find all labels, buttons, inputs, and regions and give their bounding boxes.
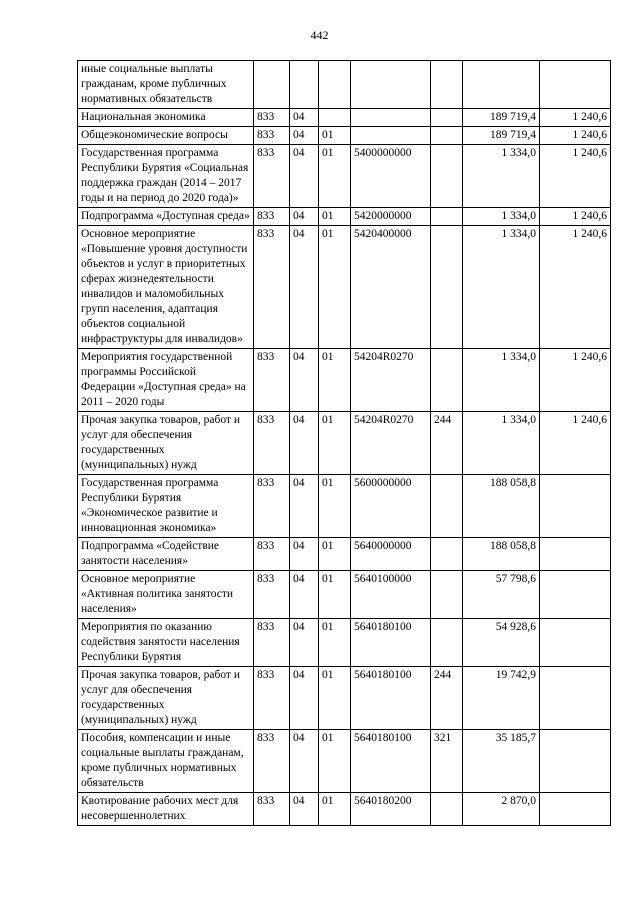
row-ministry-code: 833: [254, 571, 290, 619]
row-target-item-code: 5640180100: [351, 667, 431, 730]
row-target-item-code: 5420400000: [351, 226, 431, 349]
row-subsection-code: [319, 61, 351, 109]
row-amount-total: 189 719,4: [463, 127, 540, 145]
row-target-item-code: 5640180200: [351, 793, 431, 826]
row-amount-total: 188 058,8: [463, 538, 540, 571]
table-row: [78, 61, 611, 109]
row-target-item-code: [351, 61, 431, 109]
table-row: [78, 412, 611, 475]
table-row: [78, 349, 611, 412]
row-expense-type-code: 244: [431, 667, 463, 730]
row-expense-type-code: [431, 571, 463, 619]
table-row: [78, 793, 611, 826]
row-section-code: 04: [290, 730, 319, 793]
row-section-code: [290, 61, 319, 109]
row-section-code: 04: [290, 412, 319, 475]
row-name: Подпрограмма «Содействие занятости населения»: [78, 538, 254, 571]
row-subsection-code: [319, 109, 351, 127]
table-row: [78, 109, 611, 127]
row-expense-type-code: [431, 793, 463, 826]
row-ministry-code: 833: [254, 412, 290, 475]
row-expense-type-code: [431, 127, 463, 145]
row-amount-total: 54 928,6: [463, 619, 540, 667]
row-ministry-code: 833: [254, 667, 290, 730]
row-section-code: 04: [290, 127, 319, 145]
row-subsection-code: 01: [319, 793, 351, 826]
row-ministry-code: 833: [254, 208, 290, 226]
row-amount-total: 1 334,0: [463, 412, 540, 475]
row-expense-type-code: [431, 349, 463, 412]
row-expense-type-code: [431, 109, 463, 127]
row-name: Квотирование рабочих мест для несовершеннолетних: [78, 793, 254, 826]
row-section-code: 04: [290, 226, 319, 349]
row-ministry-code: [254, 61, 290, 109]
row-subsection-code: 01: [319, 412, 351, 475]
row-amount-subvention: 1 240,6: [540, 145, 611, 208]
row-ministry-code: 833: [254, 226, 290, 349]
row-ministry-code: 833: [254, 127, 290, 145]
row-amount-total: 1 334,0: [463, 208, 540, 226]
row-subsection-code: 01: [319, 538, 351, 571]
row-section-code: 04: [290, 475, 319, 538]
table-row: [78, 571, 611, 619]
row-amount-total: 1 334,0: [463, 145, 540, 208]
row-amount-total: 188 058,8: [463, 475, 540, 538]
budget-table: [77, 60, 611, 826]
row-amount-total: 57 798,6: [463, 571, 540, 619]
row-target-item-code: [351, 109, 431, 127]
row-section-code: 04: [290, 619, 319, 667]
row-section-code: 04: [290, 538, 319, 571]
row-expense-type-code: [431, 619, 463, 667]
row-ministry-code: 833: [254, 109, 290, 127]
row-target-item-code: [351, 127, 431, 145]
row-name: Мероприятия по оказанию содействия занятости населения Республики Бурятия: [78, 619, 254, 667]
row-amount-subvention: [540, 61, 611, 109]
row-name: Общеэкономические вопросы: [78, 127, 254, 145]
row-expense-type-code: 244: [431, 412, 463, 475]
row-section-code: 04: [290, 667, 319, 730]
row-name: Мероприятия государственной программы Российской Федерации «Доступная среда» на 2011 – 2020 годы: [78, 349, 254, 412]
table-row: [78, 145, 611, 208]
row-expense-type-code: [431, 538, 463, 571]
row-target-item-code: 54204R0270: [351, 349, 431, 412]
row-amount-subvention: 1 240,6: [540, 208, 611, 226]
row-name: Основное мероприятие «Повышение уровня доступности объектов и услуг в приоритетных сферах жизнедеятельности инвалидов и маломобильных групп населения, адаптация объектов социальной инфраструктуры для инвалидов»: [78, 226, 254, 349]
row-expense-type-code: [431, 208, 463, 226]
row-name: Национальная экономика: [78, 109, 254, 127]
row-subsection-code: 01: [319, 619, 351, 667]
table-row: [78, 475, 611, 538]
table-row: [78, 730, 611, 793]
row-subsection-code: 01: [319, 145, 351, 208]
row-section-code: 04: [290, 571, 319, 619]
row-amount-subvention: [540, 571, 611, 619]
table-row: [78, 127, 611, 145]
row-amount-subvention: 1 240,6: [540, 109, 611, 127]
row-target-item-code: 5640180100: [351, 730, 431, 793]
page-number: 442: [310, 28, 329, 42]
row-ministry-code: 833: [254, 538, 290, 571]
table-body: [78, 61, 611, 826]
row-amount-subvention: [540, 667, 611, 730]
table-row: [78, 619, 611, 667]
row-amount-subvention: 1 240,6: [540, 349, 611, 412]
row-expense-type-code: [431, 226, 463, 349]
row-amount-total: 35 185,7: [463, 730, 540, 793]
row-amount-total: 2 870,0: [463, 793, 540, 826]
row-name: Основное мероприятие «Активная политика занятости населения»: [78, 571, 254, 619]
table-row: [78, 226, 611, 349]
row-target-item-code: 5420000000: [351, 208, 431, 226]
row-name: Пособия, компенсации и иные социальные выплаты гражданам, кроме публичных нормативных обязательств: [78, 730, 254, 793]
row-subsection-code: 01: [319, 730, 351, 793]
row-amount-subvention: [540, 475, 611, 538]
row-target-item-code: 5600000000: [351, 475, 431, 538]
table-row: [78, 208, 611, 226]
row-amount-subvention: 1 240,6: [540, 127, 611, 145]
row-target-item-code: 5400000000: [351, 145, 431, 208]
row-section-code: 04: [290, 109, 319, 127]
row-ministry-code: 833: [254, 730, 290, 793]
row-expense-type-code: 321: [431, 730, 463, 793]
row-name: Государственная программа Республики Бурятия «Экономическое развитие и инновационная экономика»: [78, 475, 254, 538]
row-ministry-code: 833: [254, 349, 290, 412]
row-expense-type-code: [431, 61, 463, 109]
row-subsection-code: 01: [319, 127, 351, 145]
row-target-item-code: 54204R0270: [351, 412, 431, 475]
row-name: иные социальные выплаты гражданам, кроме публичных нормативных обязательств: [78, 61, 254, 109]
row-expense-type-code: [431, 475, 463, 538]
row-name: Государственная программа Республики Бурятия «Социальная поддержка граждан (2014 – 2017 годы и на период до 2020 года)»: [78, 145, 254, 208]
row-amount-total: 19 742,9: [463, 667, 540, 730]
row-ministry-code: 833: [254, 793, 290, 826]
row-amount-subvention: [540, 619, 611, 667]
row-amount-subvention: [540, 793, 611, 826]
row-amount-total: 189 719,4: [463, 109, 540, 127]
row-subsection-code: 01: [319, 208, 351, 226]
row-section-code: 04: [290, 145, 319, 208]
row-subsection-code: 01: [319, 475, 351, 538]
row-subsection-code: 01: [319, 571, 351, 619]
row-name: Подпрограмма «Доступная среда»: [78, 208, 254, 226]
row-ministry-code: 833: [254, 475, 290, 538]
row-amount-subvention: [540, 730, 611, 793]
row-ministry-code: 833: [254, 145, 290, 208]
row-amount-subvention: 1 240,6: [540, 226, 611, 349]
row-name: Прочая закупка товаров, работ и услуг для обеспечения государственных (муниципальных) нужд: [78, 667, 254, 730]
row-subsection-code: 01: [319, 667, 351, 730]
row-amount-total: 1 334,0: [463, 226, 540, 349]
row-name: Прочая закупка товаров, работ и услуг для обеспечения государственных (муниципальных) нужд: [78, 412, 254, 475]
row-subsection-code: 01: [319, 226, 351, 349]
row-ministry-code: 833: [254, 619, 290, 667]
row-section-code: 04: [290, 793, 319, 826]
table-row: [78, 538, 611, 571]
row-expense-type-code: [431, 145, 463, 208]
row-section-code: 04: [290, 349, 319, 412]
row-amount-total: 1 334,0: [463, 349, 540, 412]
row-target-item-code: 5640000000: [351, 538, 431, 571]
row-target-item-code: 5640180100: [351, 619, 431, 667]
table-row: [78, 667, 611, 730]
row-target-item-code: 5640100000: [351, 571, 431, 619]
row-subsection-code: 01: [319, 349, 351, 412]
row-amount-subvention: 1 240,6: [540, 412, 611, 475]
row-amount-total: [463, 61, 540, 109]
row-section-code: 04: [290, 208, 319, 226]
row-amount-subvention: [540, 538, 611, 571]
